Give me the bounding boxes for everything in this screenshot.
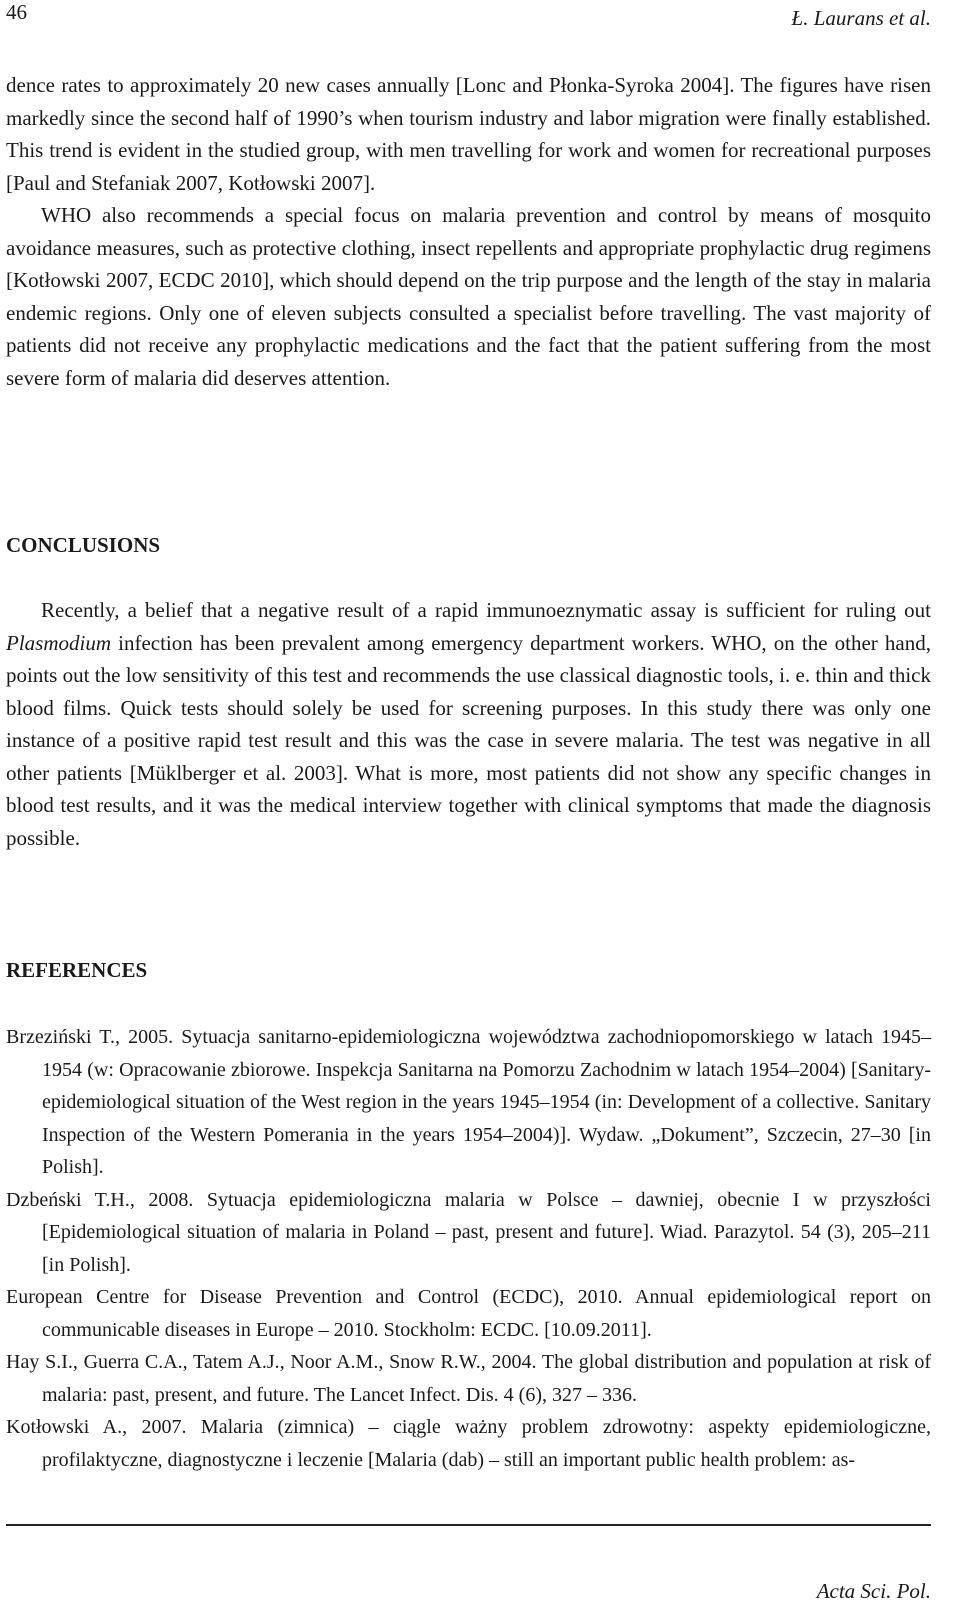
journal-name-footer: Acta Sci. Pol.	[816, 1579, 931, 1603]
paragraph-conclusions	[6, 594, 931, 854]
journal-page	[6, 0, 931, 1620]
reference-entry: European Centre for Disease Prevention and Control (ECDC), 2010. Annual epidemiological report on communicable diseases in Europe – 2010. Stockholm: ECDC. [10.09.2011].	[6, 1286, 931, 1341]
running-head-authors: Ł. Laurans et al.	[791, 6, 931, 30]
conclusions-heading: CONCLUSIONS	[6, 533, 161, 557]
references-list	[6, 1021, 931, 1476]
discussion-text	[6, 69, 931, 394]
page-header	[6, 0, 931, 32]
reference-entry: Hay S.I., Guerra C.A., Tatem A.J., Noor A.M., Snow R.W., 2004. The global distribution and population at risk of malaria: past, present, and future. The Lancet Infect. Dis. 4 (6), 327 – 336.	[6, 1351, 931, 1406]
conclusions-text-part1: Recently, a belief that a negative result of a rapid immunoeznymatic assay is sufficient for ruling out	[41, 598, 931, 622]
references-heading: REFERENCES	[6, 958, 148, 982]
plasmodium-term: Plasmodium	[6, 630, 111, 655]
paragraph-incidence: dence rates to approximately 20 new cases annually [Lonc and Płonka-Syroka 2004]. The figures have risen markedly since the second half of 1990’s when tourism industry and labor migration were finally established. This trend is evident in the studied group, with men travelling for work and women for recreational purposes [Paul and Stefaniak 2007, Kotłowski 2007].	[6, 73, 931, 195]
conclusions-text	[6, 594, 931, 854]
reference-entry: Kotłowski A., 2007. Malaria (zimnica) – ciągle ważny problem zdrowotny: aspekty epidemiologiczne, profilaktyczne, diagnostyczne i leczenie [Malaria (dab) – still an important public health problem: as-	[6, 1416, 931, 1471]
footer-divider	[6, 1524, 931, 1526]
paragraph-who-recommendations: WHO also recommends a special focus on malaria prevention and control by means of mosquito avoidance measures, such as protective clothing, insect repellents and appropriate prophylactic drug regimens [Kotłowski 2007, ECDC 2010], which should depend on the trip purpose and the length of the stay in malaria endemic regions. Only one of eleven subjects consulted a specialist before travelling. The vast majority of patients did not receive any prophylactic medications and the fact that the patient suffering from the most severe form of malaria did deserves attention.	[6, 203, 931, 390]
reference-entry: Brzeziński T., 2005. Sytuacja sanitarno-epidemiologiczna województwa zachodniopomorskiego w latach 1945–1954 (w: Opracowanie zbiorowe. Inspekcja Sanitarna na Pomorzu Zachodnim w latach 1954–2004) [Sanitary-epidemiological situation of the West region in the years 1945–1954 (in: Development of a collective. Sanitary Inspection of the Western Pomerania in the years 1954–2004)]. Wydaw. „Dokument”, Szczecin, 27–30 [in Polish].	[6, 1026, 931, 1178]
conclusions-text-part2: infection has been prevalent among emergency department workers. WHO, on the other hand, points out the low sensitivity of this test and recommends the use classical diagnostic tools, i. e. thin and thick blood films. Quick tests should solely be used for screening purposes. In this study there was only one instance of a positive rapid test result and this was the case in severe malaria. The test was negative in all other patients [Müklberger et al. 2003]. What is more, most patients did not show any specific changes in blood test results, and it was the medical interview together with clinical symptoms that made the diagnosis possible.	[6, 630, 931, 850]
reference-entry: Dzbeński T.H., 2008. Sytuacja epidemiologiczna malaria w Polsce – dawniej, obecnie I w przyszłości [Epidemiological situation of malaria in Poland – past, present and future]. Wiad. Parazytol. 54 (3), 205–211 [in Polish].	[6, 1188, 931, 1276]
page-number: 46	[6, 0, 27, 24]
